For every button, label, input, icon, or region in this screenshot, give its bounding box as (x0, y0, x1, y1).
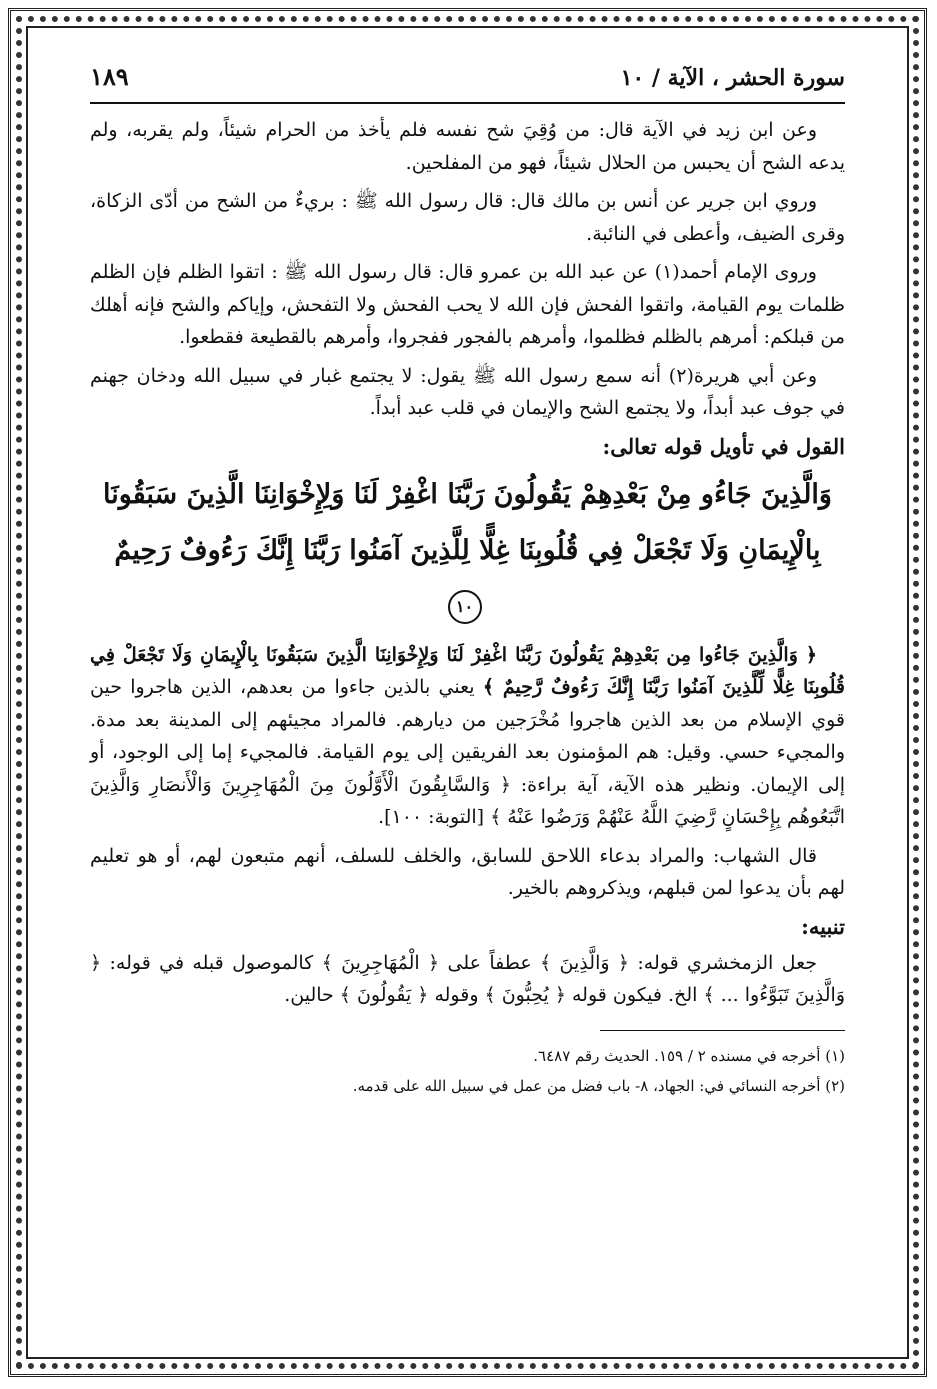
tafsir-body: يعني بالذين جاءوا من بعدهم، الذين هاجروا حين قوي الإسلام من بعد الذين هاجروا مُخْرَجين من ديارهم. فالمراد مجيئهم إلى المدينة بعد مدة. والمجيء حسي. وقيل: هم المؤمنون بعد الفريقين إلى يوم القيامة. فالمجيء إما إلى الوجود، أو إلى الإيمان. ونظير هذه الآية، آية براءة: ﴿ وَالسَّابِقُونَ الْأَوَّلُونَ مِنَ الْمُهَاجِرِينَ وَالْأَنصَارِ وَالَّذِينَ اتَّبَعُوهُم بِإِحْسَانٍ رَّضِيَ اللَّهُ عَنْهُمْ وَرَضُوا عَنْهُ ﴾ [التوبة: ١٠٠]. (90, 676, 846, 828)
quran-verse-line-2 (90, 523, 845, 635)
tafsir-verse-quote: ﴿ وَالَّذِينَ جَاءُوا مِن بَعْدِهِمْ يَقُولُونَ رَبَّنَا اغْفِرْ لَنَا وَلِإِخْوَانِنَا الَّذِينَ سَبَقُونَا بِالْإِيمَانِ وَلَا تَجْعَلْ فِي قُلُوبِنَا غِلًّا لِّلَّذِينَ آمَنُوا رَبَّنَا إِنَّكَ رَءُوفٌ رَّحِيمٌ ﴾ (90, 643, 845, 698)
footnote-2: (٢) أخرجه النسائي في: الجهاد، ٨- باب فضل من عمل في سبيل الله على قدمه. (352, 1076, 845, 1095)
paragraph-tafsir (90, 639, 845, 834)
paragraph-ibn-jarir: وروي ابن جرير عن أنس بن مالك قال: قال رسول الله ﷺ : بريءٌ من الشح من أدّى الزكاة، وقرى الضيف، وأعطى في النائبة. (90, 190, 845, 245)
footnote-1: (١) أخرجه في مسنده ٢ / ١٥٩. الحديث رقم ٦٤٨٧. (533, 1046, 845, 1065)
paragraph-tanbih: جعل الزمخشري قوله: ﴿ وَالَّذِينَ ﴾ عطفاً على ﴿ الْمُهَاجِرِينَ ﴾ كالموصول قبله في قوله: ﴿ وَالَّذِينَ تَبَوَّءُوا ... ﴾ الخ. فيكون قوله ﴿ يُحِبُّونَ ﴾ وقوله ﴿ يَقُولُونَ ﴾ حالين. (90, 951, 845, 1006)
running-header (90, 62, 845, 104)
header-title: سورة الحشر ، الآية / ١٠ (620, 65, 845, 91)
quran-verse-line-2-text: بِالْإِيمَانِ وَلَا تَجْعَلْ فِي قُلُوبِنَا غِلًّا لِلَّذِينَ آمَنُوا رَبَّنَا إِنَّكَ رَءُوفٌ رَحِيمٌ (114, 534, 821, 566)
quran-verse (90, 467, 845, 635)
page-number: ١٨٩ (90, 62, 129, 91)
paragraph-abu-hurayra: وعن أبي هريرة(٢) أنه سمع رسول الله ﷺ يقول: لا يجتمع غبار في سبيل الله ودخان جهنم في جوف عبد أبداً، ولا يجتمع الشح والإيمان في قلب عبد أبداً. (90, 364, 845, 419)
paragraph-imam-ahmad: وروى الإمام أحمد(١) عن عبد الله بن عمرو قال: قال رسول الله ﷺ : اتقوا الظلم فإن الظلم ظلمات يوم القيامة، واتقوا الفحش فإن الله لا يحب الفحش ولا التفحش، وإياكم والشح فإنه أهلك من قبلكم: أمرهم بالظلم فظلموا، وأمرهم بالفجور ففجروا، وأمرهم بالقطيعة فقطعوا. (90, 261, 845, 348)
ayah-number-marker: ١٠ (448, 590, 482, 624)
section-heading: القول في تأويل قوله تعالى: (602, 433, 845, 459)
book-page (90, 62, 845, 1322)
paragraph-ibn-zayd: وعن ابن زيد في الآية قال: من وُقِيَ شح نفسه فلم يأخذ من الحرام شيئاً، ولم يقربه، ولم يدعه الشح أن يحبس من الحلال شيئاً، فهو من المفلحين. (90, 119, 845, 174)
footnote-separator (600, 1030, 845, 1031)
paragraph-shihab: قال الشهاب: والمراد بدعاء اللاحق للسابق، والخلف للسلف، أنهم متبعون لهم، أو هو تعليم لهم بأن يدعوا لمن قبلهم، ويذكروهم بالخير. (90, 844, 845, 899)
quran-verse-line-1: وَالَّذِينَ جَاءُو مِنْ بَعْدِهِمْ يَقُولُونَ رَبَّنَا اغْفِرْ لَنَا وَلِإِخْوَانِنَا الَّذِينَ سَبَقُونَا (103, 478, 832, 510)
tanbih-heading: تنبيه: (801, 913, 845, 939)
